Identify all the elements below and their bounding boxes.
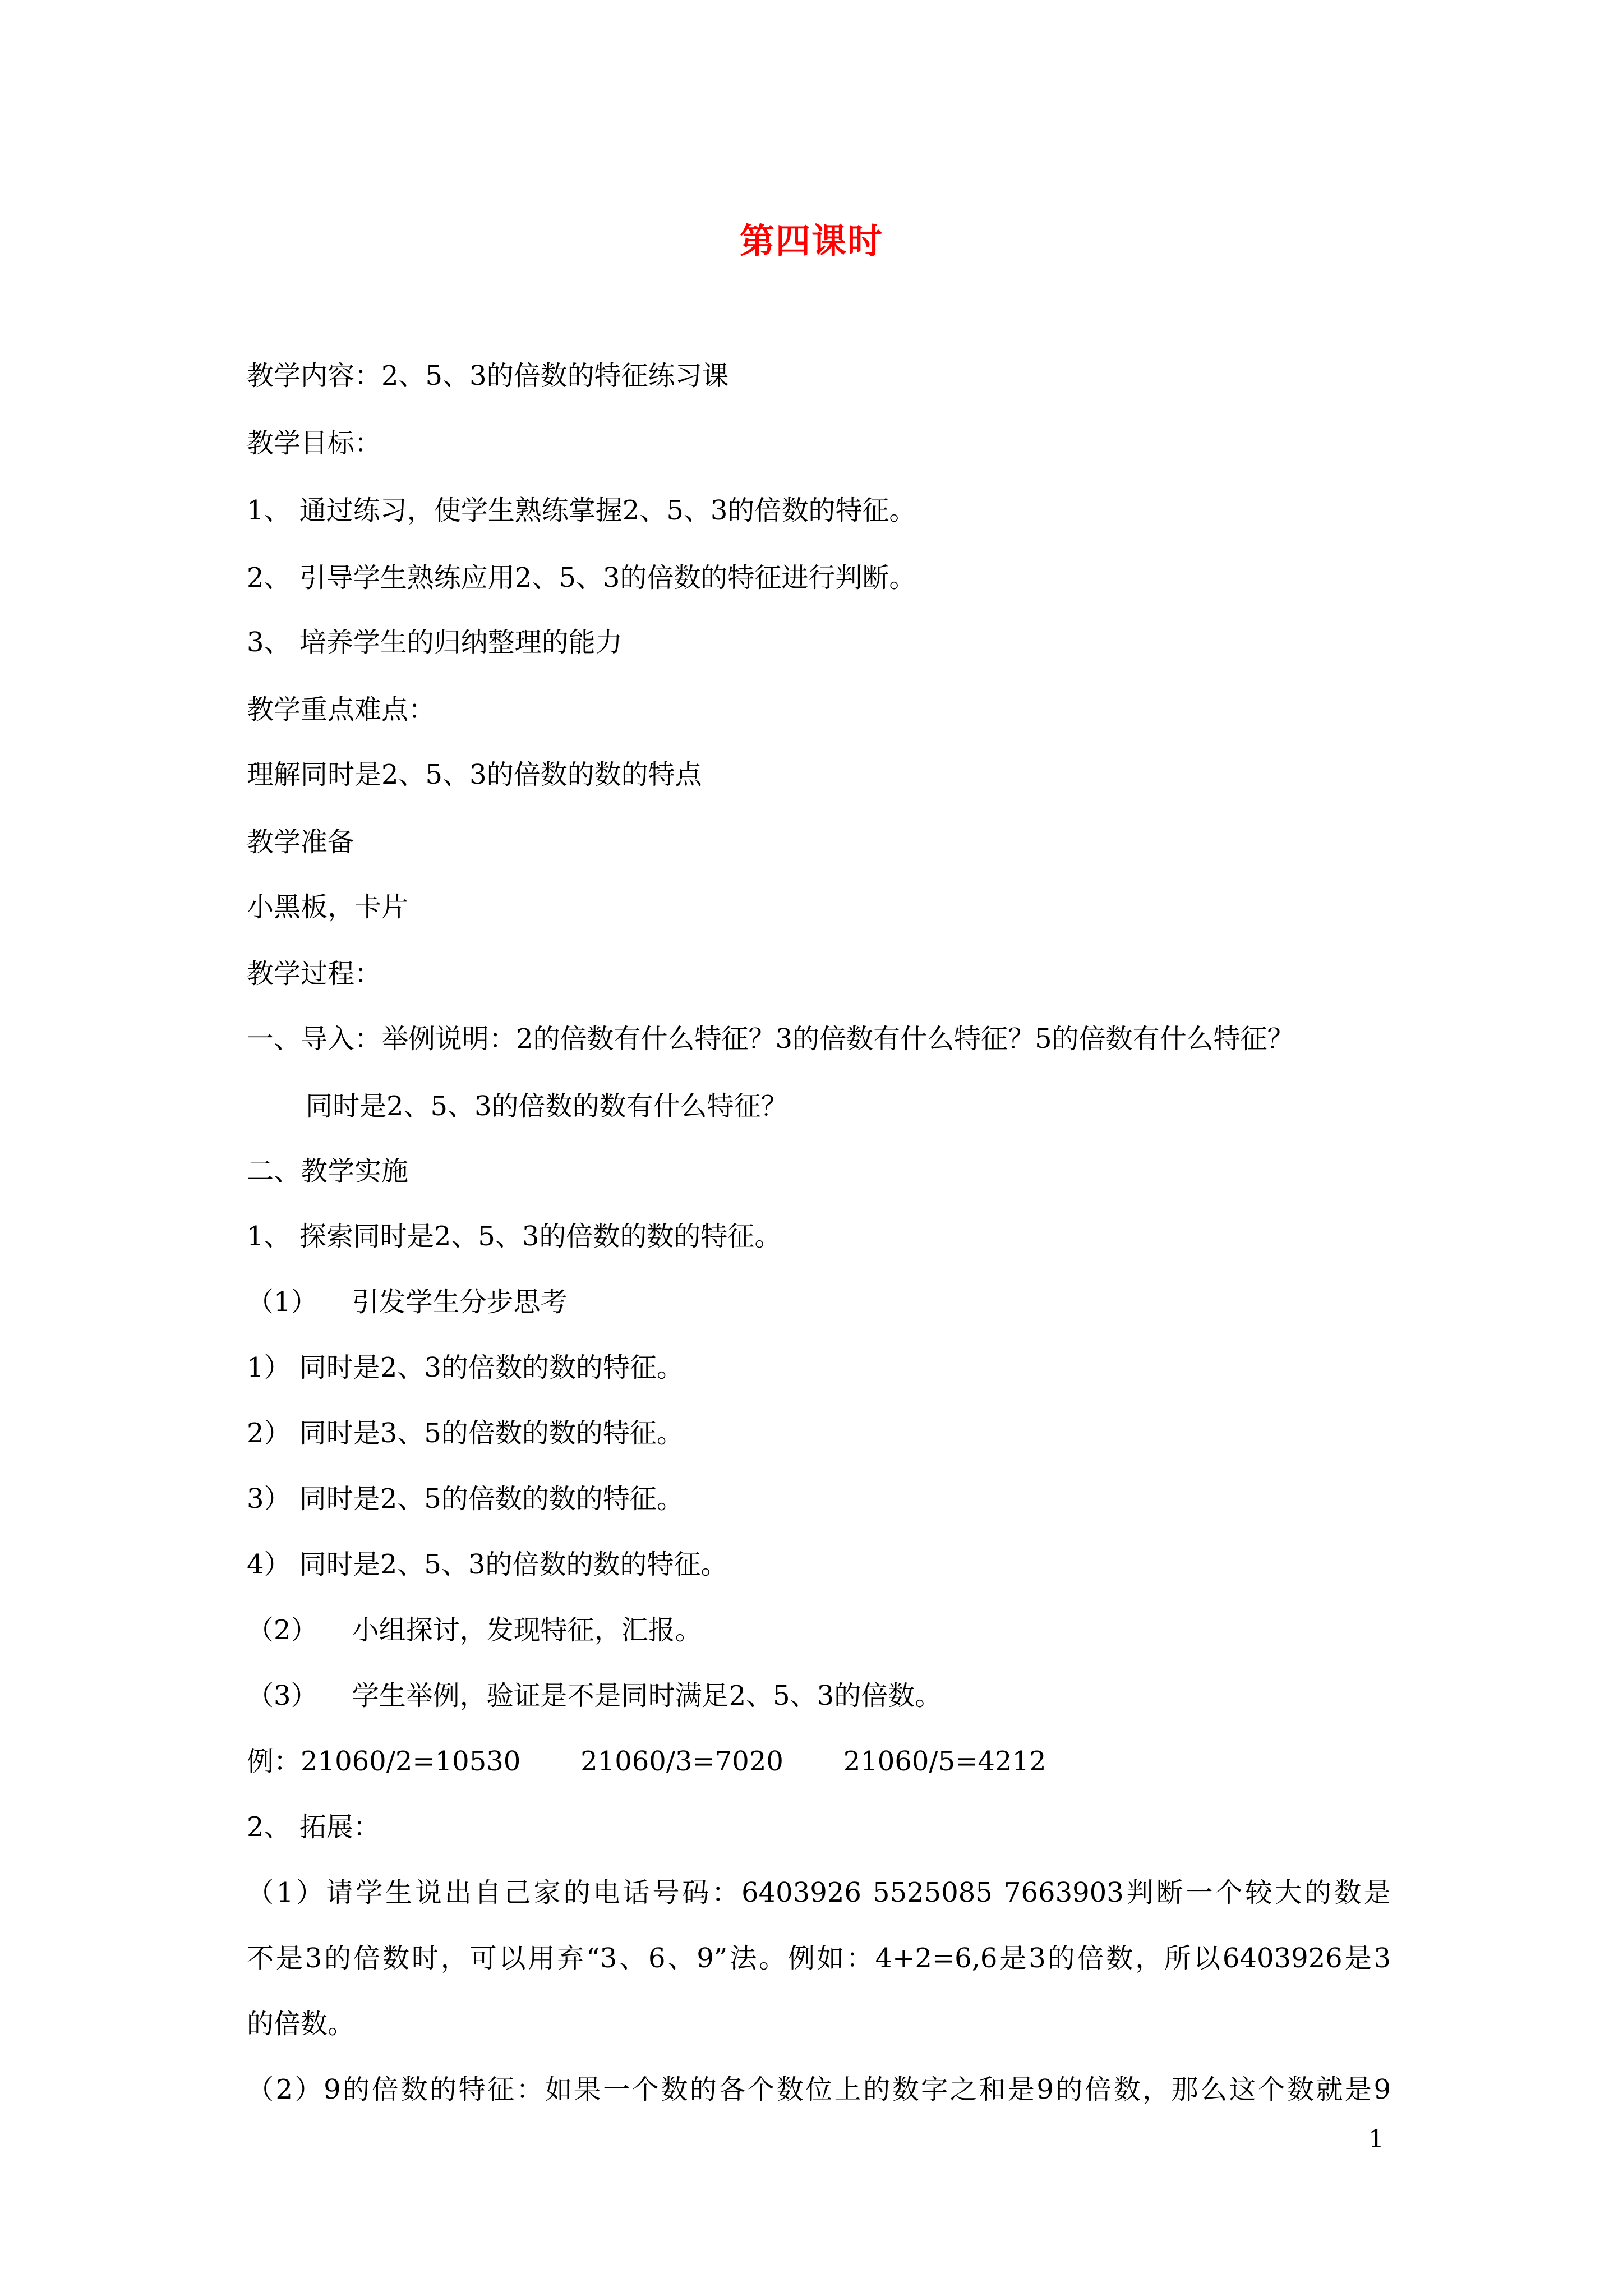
text-line: 教学重点难点： (247, 694, 436, 725)
text-line: 2、 拓展： (247, 1811, 380, 1843)
text-line: 3） 同时是2、5的倍数的数的特征。 (247, 1483, 684, 1515)
text-line: （2） 小组探讨，发现特征，汇报。 (247, 1614, 702, 1646)
page-number: 1 (1368, 2125, 1384, 2154)
text-line: （3） 学生举例，验证是不是同时满足2、5、3的倍数。 (247, 1680, 942, 1711)
text-line: 1、 通过练习，使学生熟练掌握2、5、3的倍数的特征。 (247, 495, 916, 526)
text-line: 1） 同时是2、3的倍数的数的特征。 (247, 1352, 684, 1383)
text-line: 教学过程： (247, 958, 382, 990)
text-line: （1）请学生说出自己家的电话号码：6403926 5525085 7663903判断一个较大的数是 (247, 1877, 1391, 1908)
text-line: 小黑板，卡片 (247, 891, 409, 923)
text-line: （2）9的倍数的特征：如果一个数的各个数位上的数字之和是9的倍数，那么这个数就是9 (247, 2074, 1391, 2105)
text-line: 教学准备 (247, 826, 355, 858)
text-line: 例：21060/2=10530 21060/3=7020 21060/5=4212 (247, 1746, 1046, 1777)
text-line: 不是3的倍数时，可以用弃“3、6、9”法。例如：4+2=6,6是3的倍数，所以6403926是3 (247, 1943, 1391, 1974)
text-line: 同时是2、5、3的倍数的数有什么特征？ (306, 1091, 788, 1122)
text-line: 一、导入：举例说明：2的倍数有什么特征？3的倍数有什么特征？5的倍数有什么特征？ (247, 1023, 1294, 1055)
text-line: 二、教学实施 (247, 1156, 409, 1187)
text-line: 理解同时是2、5、3的倍数的数的特点 (247, 759, 702, 790)
text-line: 教学目标： (247, 427, 382, 459)
text-line: （1） 引发学生分步思考 (247, 1286, 568, 1318)
text-line: 2） 同时是3、5的倍数的数的特征。 (247, 1418, 684, 1449)
text-line: 1、 探索同时是2、5、3的倍数的数的特征。 (247, 1221, 782, 1252)
text-line: 教学内容：2、5、3的倍数的特征练习课 (247, 360, 729, 392)
text-line: 3、 培养学生的归纳整理的能力 (247, 627, 623, 658)
text-line: 2、 引导学生熟练应用2、5、3的倍数的特征进行判断。 (247, 562, 916, 593)
text-line: 的倍数。 (247, 2008, 355, 2040)
text-line: 4） 同时是2、5、3的倍数的数的特征。 (247, 1549, 728, 1580)
page-title: 第四课时 (739, 220, 883, 261)
